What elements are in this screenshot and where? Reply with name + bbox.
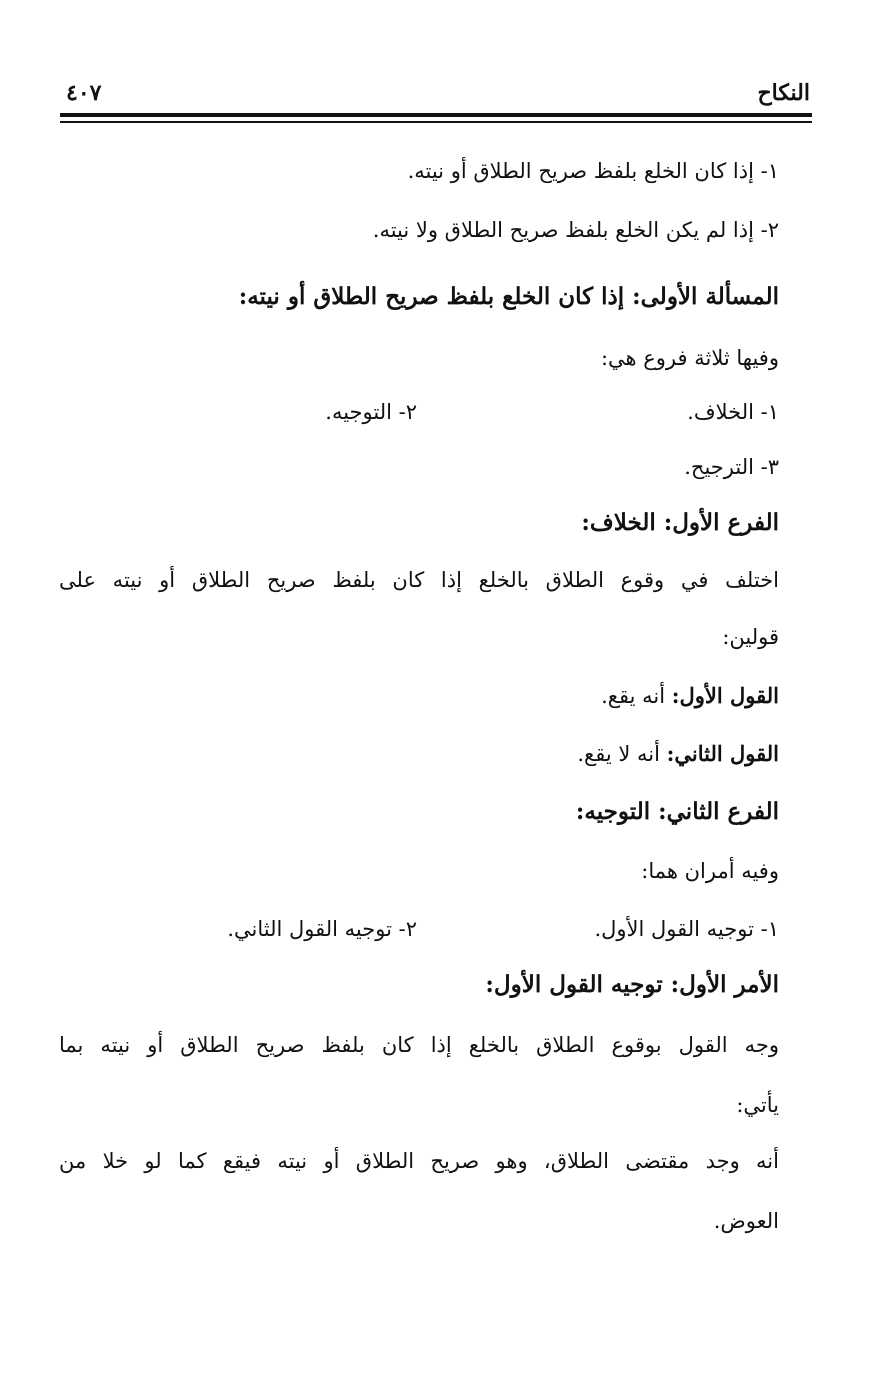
reason-line2: العوض.	[713, 1209, 779, 1233]
branches-intro: وفيها ثلاثة فروع هي:	[600, 346, 779, 370]
dispute-paragraph-line2: قولين:	[722, 625, 779, 649]
opinion-2	[577, 739, 779, 769]
matters-intro: وفيه أمران هما:	[641, 859, 779, 883]
intro-item-1: ١- إذا كان الخلع بلفظ صريح الطلاق أو نيته.	[407, 159, 779, 183]
opinion-2-label: القول الثاني:	[666, 741, 779, 766]
intro-item-2: ٢- إذا لم يكن الخلع بلفظ صريح الطلاق ولا نيته.	[372, 218, 779, 242]
opinion-2-text: أنه لا يقع.	[577, 742, 660, 766]
opinion-1-text: أنه يقع.	[601, 684, 666, 708]
opinion-1	[601, 681, 779, 711]
justification-line1: وجه القول بوقوع الطلاق بالخلع إذا كان بلفظ صريح الطلاق أو نيته بما	[59, 1033, 779, 1057]
page-number: ٤٠٧	[66, 80, 102, 106]
justification-line2: يأتي:	[736, 1093, 779, 1117]
branch-list-item-1: ١- الخلاف.	[687, 400, 779, 424]
chapter-title: النكاح	[757, 80, 810, 106]
page-header	[60, 80, 812, 110]
matter-list-item-2: ٢- توجيه القول الثاني.	[227, 917, 417, 941]
header-rule-thick	[60, 113, 812, 117]
matter-list-item-1: ١- توجيه القول الأول.	[594, 917, 779, 941]
dispute-paragraph-line1: اختلف في وقوع الطلاق بالخلع إذا كان بلفظ صريح الطلاق أو نيته على	[59, 568, 779, 592]
opinion-1-label: القول الأول:	[671, 683, 779, 708]
branch1-heading: الفرع الأول: الخلاف:	[581, 509, 779, 536]
matter1-heading: الأمر الأول: توجيه القول الأول:	[485, 971, 779, 998]
issue-heading: المسألة الأولى: إذا كان الخلع بلفظ صريح الطلاق أو نيته:	[238, 283, 779, 310]
reason-line1: أنه وجد مقتضى الطلاق، وهو صريح الطلاق أو نيته فيقع كما لو خلا من	[59, 1149, 779, 1173]
header-rule-thin	[60, 121, 812, 123]
branch-list-item-2: ٢- التوجيه.	[325, 400, 417, 424]
branch2-heading: الفرع الثاني: التوجيه:	[575, 798, 779, 825]
branch-list-item-3: ٣- الترجيح.	[684, 455, 779, 479]
